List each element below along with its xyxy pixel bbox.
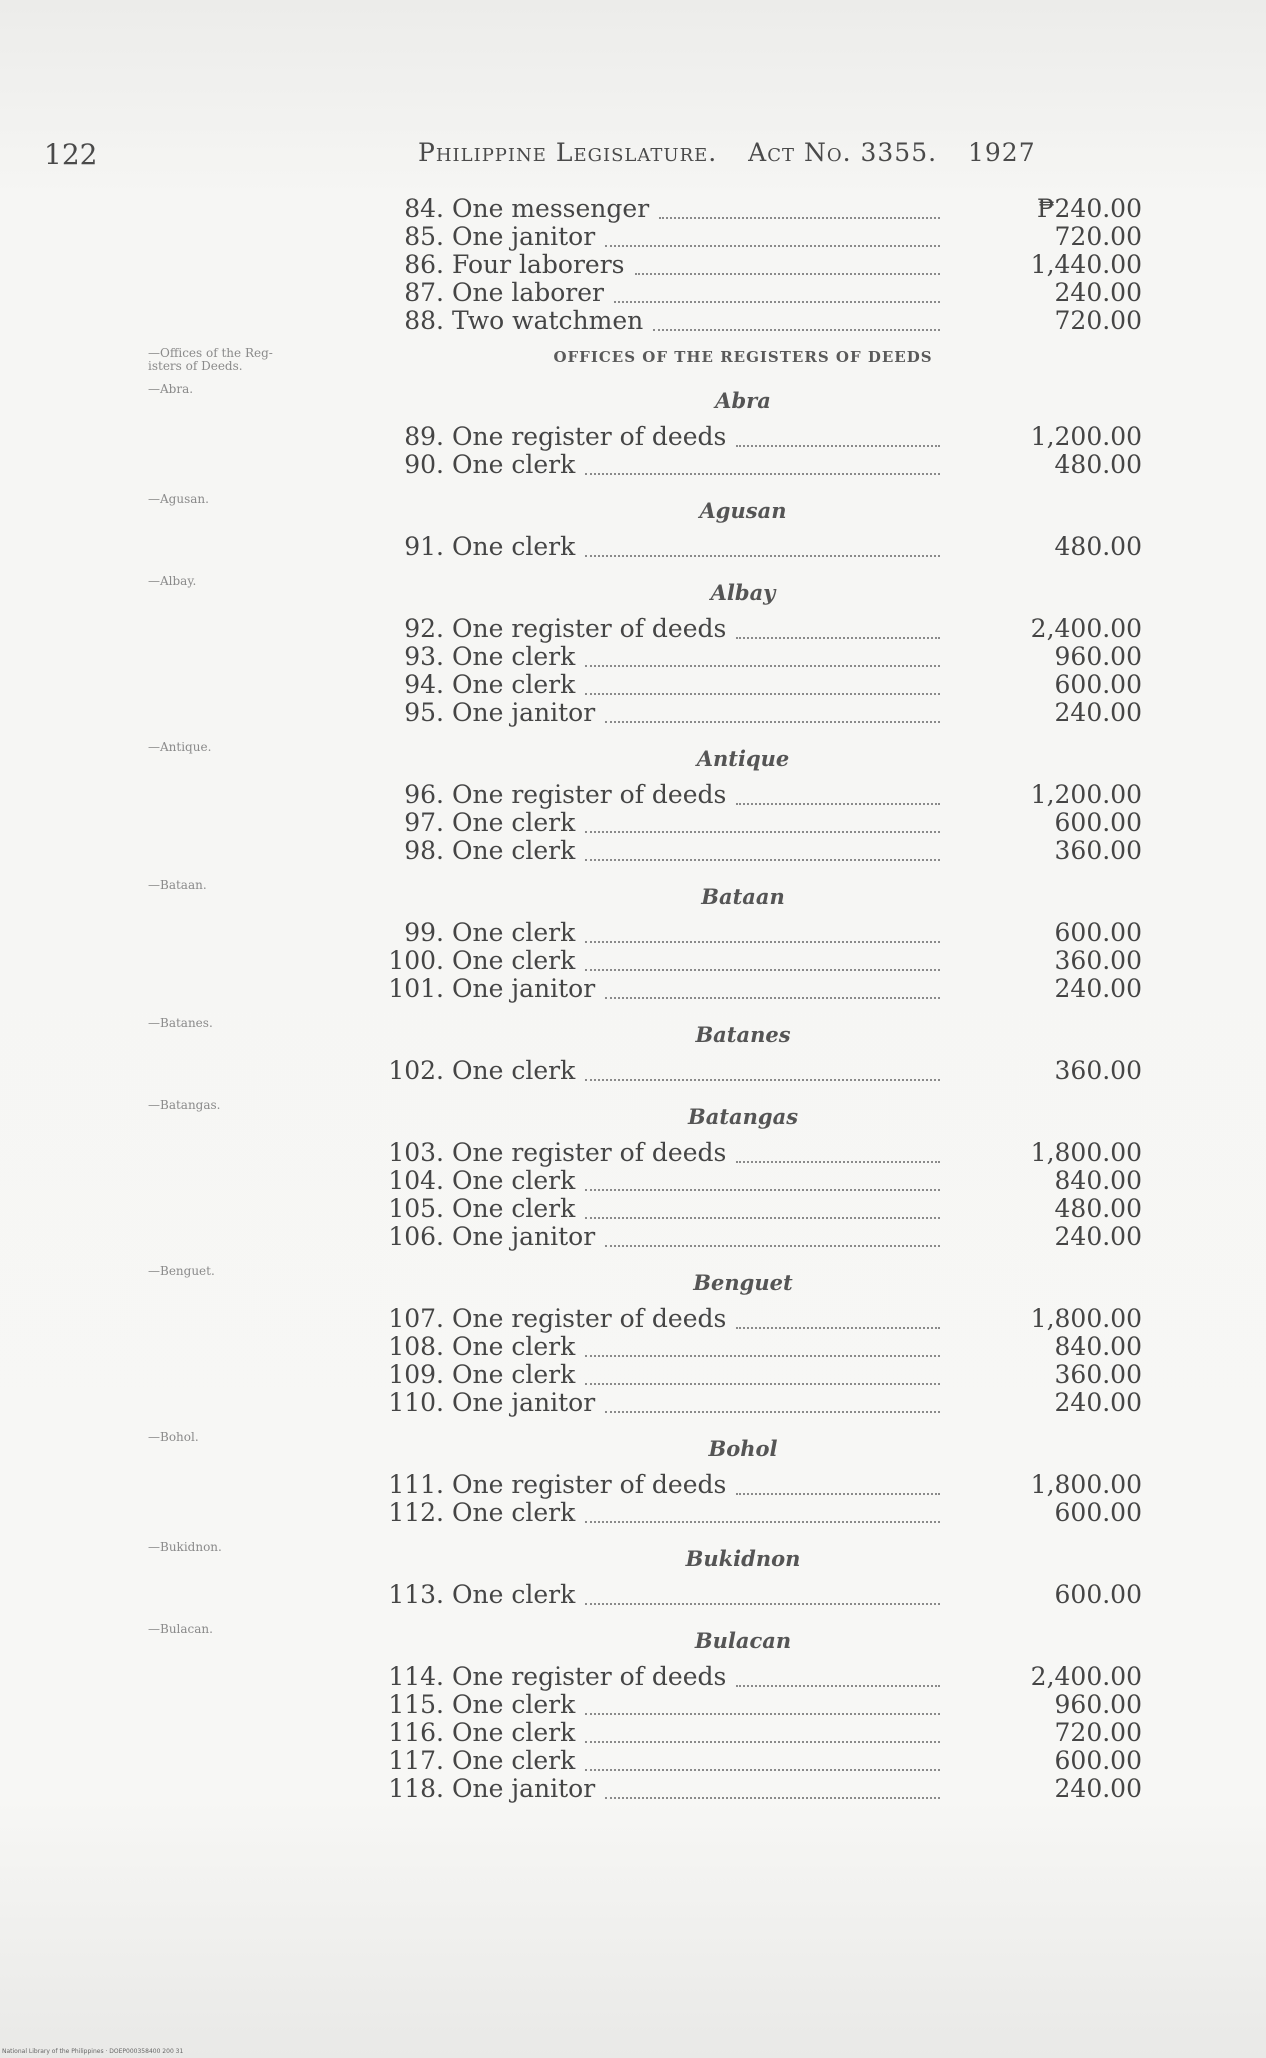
line-item [0,1691,1266,1719]
item-description: One register of deeds [452,614,727,643]
dot-leader [736,1159,940,1163]
scan-footer: National Library of the Philippines · DOEP000358400 200 31 [2,2048,184,2055]
line-item [0,809,1266,837]
item-description: One janitor [452,1222,596,1251]
dot-leader [585,1077,940,1081]
dot-leader [585,691,940,695]
item-amount: 2,400.00 [1030,1662,1142,1691]
dot-leader [605,1795,940,1799]
item-description: One register of deeds [452,1662,727,1691]
item-amount: 1,200.00 [1030,422,1142,451]
item-description: One janitor [452,974,596,1003]
dot-leader [653,327,940,331]
item-description: One register of deeds [452,1138,727,1167]
line-item [0,699,1266,727]
line-item [0,223,1266,251]
item-number: 115. [388,1690,444,1719]
page-number: 122 [44,138,98,171]
dot-leader [605,719,940,723]
line-item [0,781,1266,809]
item-amount: 360.00 [1054,836,1142,865]
item-amount: 720.00 [1054,1718,1142,1747]
item-amount: 480.00 [1054,450,1142,479]
dot-leader [585,1187,940,1191]
margin-note-bohol: —Bohol. [148,1430,199,1444]
dot-leader [585,1519,940,1523]
item-amount: 240.00 [1054,278,1142,307]
item-description: One register of deeds [452,1304,727,1333]
section-gap [0,561,1266,571]
item-number: 89. [404,422,444,451]
item-description: One clerk [452,918,576,947]
item-description: One register of deeds [452,1470,727,1499]
line-item [0,947,1266,975]
line-item [0,1057,1266,1085]
item-description: One laborer [452,278,604,307]
item-description: One register of deeds [452,780,727,809]
item-number: 93. [404,642,444,671]
line-item [0,837,1266,865]
item-number: 90. [404,450,444,479]
dot-leader [585,471,940,475]
item-description: One clerk [452,450,576,479]
item-number: 108. [388,1332,444,1361]
item-description: One janitor [452,222,596,251]
dot-leader [585,829,940,833]
item-description: One janitor [452,1774,596,1803]
item-number: 96. [404,780,444,809]
section-gap [0,1527,1266,1537]
line-item [0,195,1266,223]
province-heading: Antique [696,746,790,771]
line-item [0,1389,1266,1417]
running-head-act: Act No. 3355. [748,138,938,167]
dot-leader [736,1491,940,1495]
item-number: 92. [404,614,444,643]
item-amount: 1,440.00 [1030,250,1142,279]
line-item [0,307,1266,335]
item-number: 86. [404,250,444,279]
dot-leader [585,939,940,943]
item-amount: 720.00 [1054,306,1142,335]
line-item [0,671,1266,699]
dot-leader [585,663,940,667]
item-description: One clerk [452,1166,576,1195]
item-description: One messenger [452,194,650,223]
item-number: 109. [388,1360,444,1389]
line-item [0,1139,1266,1167]
line-item [0,1499,1266,1527]
dot-leader [585,857,940,861]
line-item [0,615,1266,643]
province-heading: Bulacan [694,1628,792,1653]
item-description: Two watchmen [452,306,644,335]
dot-leader [585,1353,940,1357]
item-amount: 240.00 [1054,1774,1142,1803]
line-item [0,643,1266,671]
dot-leader [736,1683,940,1687]
dot-leader [585,1215,940,1219]
dot-leader [585,553,940,557]
margin-note-antique: —Antique. [148,740,212,754]
item-number: 111. [388,1470,444,1499]
item-description: One clerk [452,1056,576,1085]
dot-leader [736,635,940,639]
line-item [0,451,1266,479]
line-item [0,1361,1266,1389]
province-heading: Bataan [701,884,785,909]
dot-leader [605,1409,940,1413]
line-item [0,1195,1266,1223]
item-description: One clerk [452,532,576,561]
province-heading: Batanes [695,1022,791,1047]
item-amount: 360.00 [1054,1056,1142,1085]
margin-note-bataan: —Bataan. [148,878,207,892]
running-head-year: 1927 [968,138,1036,167]
item-description: One clerk [452,1746,576,1775]
item-number: 102. [388,1056,444,1085]
dot-leader [635,271,940,275]
item-number: 113. [388,1580,444,1609]
dot-leader [585,1711,940,1715]
province-heading: Albay [710,580,776,605]
item-number: 104. [388,1166,444,1195]
item-description: One register of deeds [452,422,727,451]
item-number: 112. [388,1498,444,1527]
item-amount: 1,800.00 [1030,1304,1142,1333]
item-number: 100. [388,946,444,975]
running-head-legislature: Philippine Legislature. [418,138,718,167]
item-description: One clerk [452,1194,576,1223]
item-description: One clerk [452,670,576,699]
item-amount: 840.00 [1054,1332,1142,1361]
item-number: 95. [404,698,444,727]
line-item [0,251,1266,279]
margin-note-albay: —Albay. [148,574,197,588]
item-number: 110. [388,1388,444,1417]
margin-note-bukidnon: —Bukidnon. [148,1540,222,1554]
section-gap [0,865,1266,875]
item-description: One clerk [452,1332,576,1361]
line-item [0,1663,1266,1691]
line-item [0,279,1266,307]
dot-leader [585,1601,940,1605]
margin-note-batanes: —Batanes. [148,1016,213,1030]
item-number: 116. [388,1718,444,1747]
item-description: One janitor [452,1388,596,1417]
item-description: One janitor [452,698,596,727]
line-item [0,1333,1266,1361]
item-number: 101. [388,974,444,1003]
item-amount: 480.00 [1054,532,1142,561]
dot-leader [736,801,940,805]
item-number: 99. [404,918,444,947]
item-number: 106. [388,1222,444,1251]
line-item [0,1305,1266,1333]
item-description: One clerk [452,808,576,837]
line-item [0,1167,1266,1195]
item-number: 98. [404,836,444,865]
item-amount: 1,200.00 [1030,780,1142,809]
item-amount: ₱240.00 [1036,194,1142,223]
item-amount: 240.00 [1054,1388,1142,1417]
item-amount: 1,800.00 [1030,1470,1142,1499]
item-number: 105. [388,1194,444,1223]
item-description: One clerk [452,1498,576,1527]
province-heading: Batangas [687,1104,799,1129]
item-number: 103. [388,1138,444,1167]
line-item [0,1719,1266,1747]
dot-leader [605,1243,940,1247]
item-number: 97. [404,808,444,837]
section-gap [0,1417,1266,1427]
item-amount: 480.00 [1054,1194,1142,1223]
appropriation-list [0,195,1266,1813]
item-amount: 840.00 [1054,1166,1142,1195]
section-heading-main: OFFICES OF THE REGISTERS OF DEEDS [553,348,933,366]
dot-leader [585,1767,940,1771]
province-heading: Abra [715,388,771,413]
item-number: 118. [388,1774,444,1803]
margin-note-batangas: —Batangas. [148,1098,221,1112]
line-item [0,975,1266,1003]
dot-leader [659,215,940,219]
item-description: Four laborers [452,250,625,279]
item-description: One clerk [452,836,576,865]
dot-leader [736,443,940,447]
item-amount: 600.00 [1054,1498,1142,1527]
item-amount: 600.00 [1054,1580,1142,1609]
section-gap [0,727,1266,737]
item-amount: 360.00 [1054,1360,1142,1389]
item-amount: 960.00 [1054,642,1142,671]
margin-note-benguet: —Benguet. [148,1264,215,1278]
item-amount: 600.00 [1054,1746,1142,1775]
item-description: One clerk [452,946,576,975]
item-amount: 600.00 [1054,918,1142,947]
item-amount: 2,400.00 [1030,614,1142,643]
line-item [0,423,1266,451]
running-head [418,138,1058,167]
item-amount: 360.00 [1054,946,1142,975]
dot-leader [585,1739,940,1743]
dot-leader [605,243,940,247]
item-number: 94. [404,670,444,699]
section-gap [0,479,1266,489]
section-gap [0,1803,1266,1813]
line-item [0,1747,1266,1775]
item-description: One clerk [452,1718,576,1747]
item-description: One clerk [452,1690,576,1719]
province-heading: Bukidnon [685,1546,801,1571]
item-amount: 600.00 [1054,670,1142,699]
line-item [0,1223,1266,1251]
item-number: 85. [404,222,444,251]
section-gap [0,1085,1266,1095]
line-item [0,1471,1266,1499]
margin-note-agusan: —Agusan. [148,492,209,506]
item-number: 114. [388,1662,444,1691]
dot-leader [736,1325,940,1329]
margin-note-offices: —Offices of the Reg- isters of Deeds. [148,346,273,373]
dot-leader [605,995,940,999]
line-item [0,533,1266,561]
margin-note-bulacan: —Bulacan. [148,1622,213,1636]
section-gap [0,1251,1266,1261]
section-gap [0,1609,1266,1619]
item-number: 84. [404,194,444,223]
item-description: One clerk [452,642,576,671]
item-amount: 720.00 [1054,222,1142,251]
item-amount: 600.00 [1054,808,1142,837]
item-number: 88. [404,306,444,335]
line-item [0,919,1266,947]
province-heading: Bohol [708,1436,778,1461]
dot-leader [614,299,940,303]
item-description: One clerk [452,1580,576,1609]
margin-note-abra: —Abra. [148,382,194,396]
dot-leader [585,1381,940,1385]
item-amount: 1,800.00 [1030,1138,1142,1167]
item-number: 107. [388,1304,444,1333]
item-amount: 240.00 [1054,974,1142,1003]
item-number: 91. [404,532,444,561]
line-item [0,1775,1266,1803]
item-amount: 240.00 [1054,698,1142,727]
item-number: 87. [404,278,444,307]
item-amount: 240.00 [1054,1222,1142,1251]
item-number: 117. [388,1746,444,1775]
province-heading: Benguet [693,1270,793,1295]
line-item [0,1581,1266,1609]
item-amount: 960.00 [1054,1690,1142,1719]
section-gap [0,1003,1266,1013]
item-description: One clerk [452,1360,576,1389]
province-heading: Agusan [699,498,787,523]
dot-leader [585,967,940,971]
